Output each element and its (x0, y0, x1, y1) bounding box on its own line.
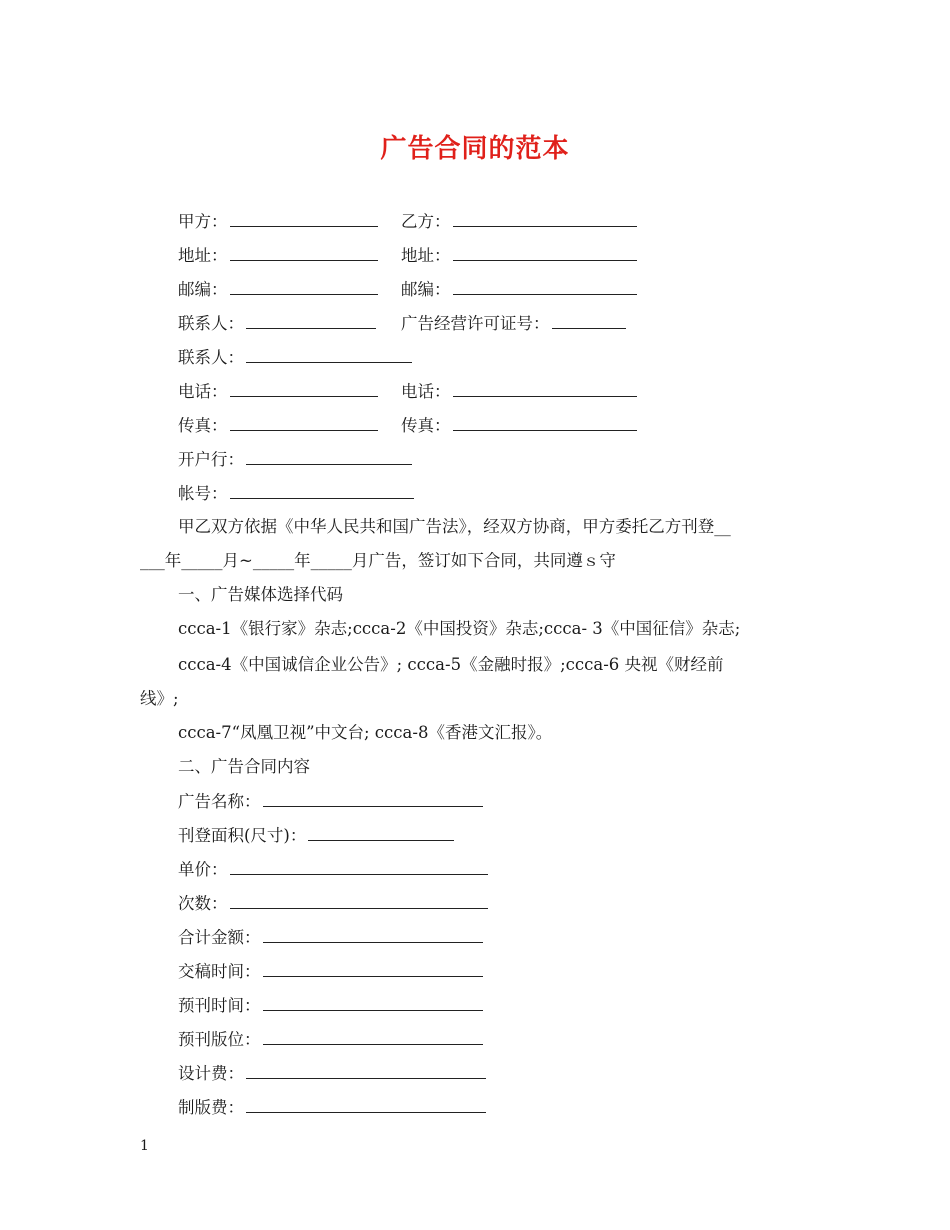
contact-a2-row (178, 346, 412, 369)
content-field-row (178, 1062, 486, 1085)
bank-row (178, 448, 412, 471)
field-label: 地址： (401, 246, 451, 265)
field-label: 传真： (178, 416, 228, 435)
field-label: 电话： (401, 382, 451, 401)
intro-paragraph-line: ___年_____月~_____年_____月广告，签订如下合同，共同遵ｓ守 (140, 551, 616, 570)
section-heading: 一、广告媒体选择代码 (178, 585, 343, 604)
phone-a-row (178, 380, 378, 403)
page-number: 1 (140, 1138, 149, 1154)
field-label: 邮编： (401, 280, 451, 299)
content-field-row (178, 892, 488, 915)
fill-blank (230, 380, 378, 397)
fill-blank (230, 210, 378, 227)
content-field-row (178, 790, 483, 813)
field-label: 设计费： (178, 1064, 244, 1083)
fill-blank (453, 414, 637, 431)
field-label: 合计金额： (178, 928, 261, 947)
field-label: 广告名称： (178, 792, 261, 811)
content-field-row (178, 994, 483, 1017)
fill-blank (552, 312, 626, 329)
document-title: 广告合同的范本 (380, 134, 570, 164)
fill-blank (246, 1096, 486, 1113)
fill-blank (230, 892, 488, 909)
content-field-row (178, 1096, 486, 1119)
fill-blank (230, 244, 378, 261)
content-field-row (178, 960, 483, 983)
postcode-b-row (401, 278, 637, 301)
fill-blank (246, 1062, 486, 1079)
field-label: 乙方： (401, 212, 451, 231)
fill-blank (308, 824, 454, 841)
field-label: 帐号： (178, 484, 228, 503)
field-label: 次数： (178, 894, 228, 913)
address-a-row (178, 244, 378, 267)
field-label: 甲方： (178, 212, 228, 231)
fax-b-row (401, 414, 637, 437)
content-field-row (178, 858, 488, 881)
section-heading: 二、广告合同内容 (178, 757, 310, 776)
fill-blank (263, 1028, 483, 1045)
field-label: 电话： (178, 382, 228, 401)
field-label: 预刊版位： (178, 1030, 261, 1049)
fill-blank (230, 858, 488, 875)
fax-a-row (178, 414, 378, 437)
content-field-row (178, 926, 483, 949)
field-label: 联系人： (178, 348, 244, 367)
fill-blank (453, 244, 637, 261)
field-label: 制版费： (178, 1098, 244, 1117)
party-b-label-row (401, 210, 637, 233)
postcode-a-row (178, 278, 378, 301)
fill-blank (263, 790, 483, 807)
intro-paragraph-line: 甲乙双方依据《中华人民共和国广告法》，经双方协商，甲方委托乙方刊登__ (178, 517, 731, 536)
party-a-label-row (178, 210, 378, 233)
field-label: 开户行： (178, 450, 244, 469)
field-label: 刊登面积(尺寸)： (178, 826, 307, 845)
field-label: 单价： (178, 860, 228, 879)
fill-blank (246, 312, 376, 329)
field-label: 邮编： (178, 280, 228, 299)
fill-blank (246, 448, 412, 465)
field-label: 联系人： (178, 314, 244, 333)
fill-blank (453, 210, 637, 227)
fill-blank (453, 278, 637, 295)
field-label: 交稿时间： (178, 962, 261, 981)
fill-blank (230, 482, 414, 499)
media-code-line: ccca-1《银行家》杂志;ccca-2《中国投资》杂志;ccca- 3《中国征信》杂志; (178, 619, 741, 638)
phone-b-row (401, 380, 637, 403)
fill-blank (263, 960, 483, 977)
media-code-line: ccca-7“凤凰卫视”中文台; ccca-8《香港文汇报》。 (178, 723, 553, 742)
account-row (178, 482, 414, 505)
field-label: 预刊时间： (178, 996, 261, 1015)
license-b-row (401, 312, 626, 335)
content-field-row (178, 1028, 483, 1051)
fill-blank (453, 380, 637, 397)
fill-blank (246, 346, 412, 363)
media-code-line: 线》; (140, 689, 179, 708)
fill-blank (263, 994, 483, 1011)
field-label: 地址： (178, 246, 228, 265)
contact-a-row (178, 312, 376, 335)
media-code-line: ccca-4《中国诚信企业公告》; ccca-5《金融时报》;ccca-6 央视《财经前 (178, 655, 724, 674)
fill-blank (230, 278, 378, 295)
fill-blank (263, 926, 483, 943)
field-label: 广告经营许可证号： (401, 314, 550, 333)
field-label: 传真： (401, 416, 451, 435)
address-b-row (401, 244, 637, 267)
content-field-row (178, 824, 454, 847)
fill-blank (230, 414, 378, 431)
